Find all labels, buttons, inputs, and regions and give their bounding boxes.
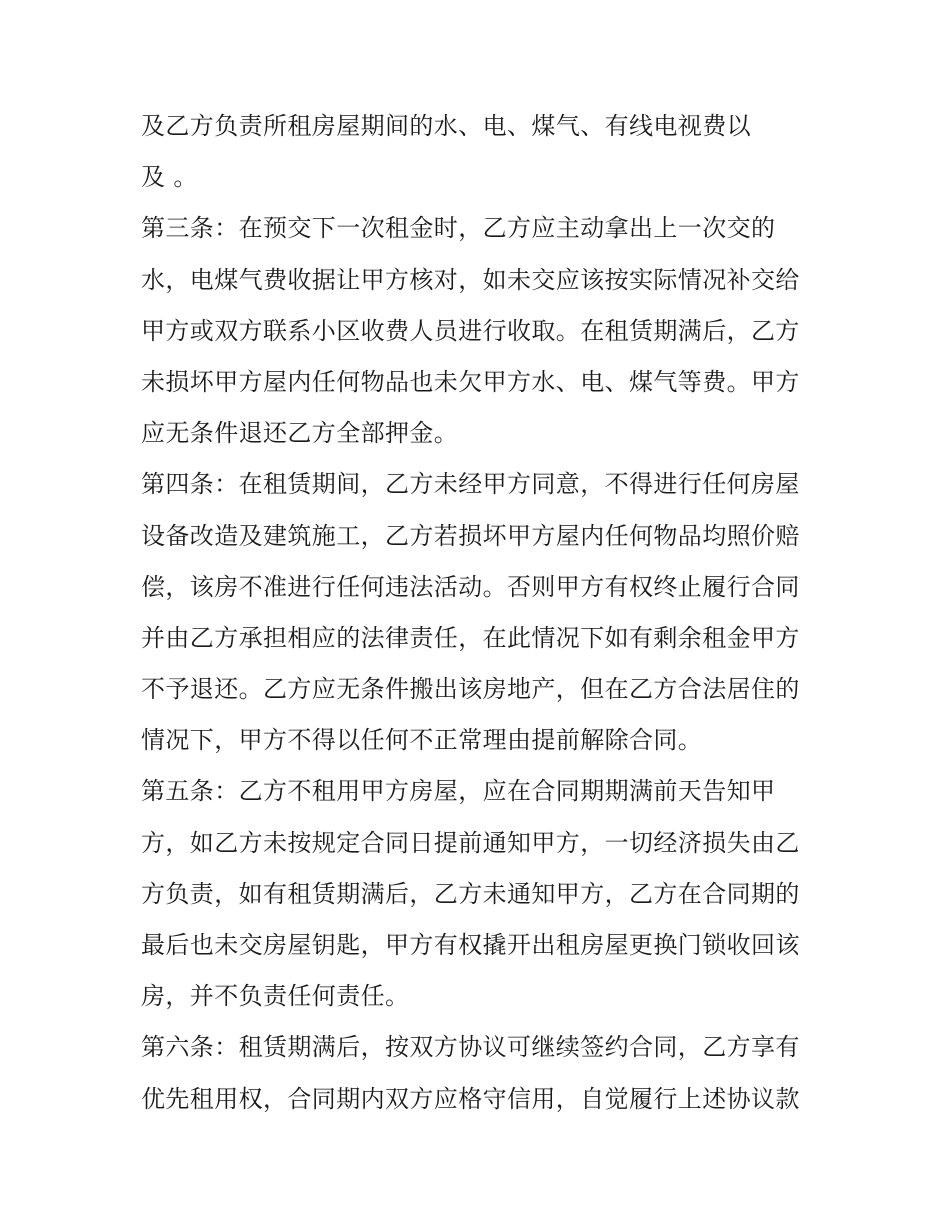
text-line: 最后也未交房屋钥匙，甲方有权撬开出租房屋更换门锁收回该 — [141, 931, 800, 959]
article-5-heading-line: 第五条：乙方不租用甲方房屋，应在合同期期满前天告知甲 — [141, 777, 776, 806]
text-line: 应无条件退还乙方全部押金。 — [141, 419, 459, 448]
text-line: 及乙方负责所租房屋期间的水、电、煤气、有线电视费以 — [141, 112, 751, 140]
text-line: 设备改造及建筑施工，乙方若损坏甲方屋内任何物品均照价赔 — [141, 521, 800, 550]
text-line: 优先租用权，合同期内双方应格守信用，自觉履行上述协议款 — [141, 1084, 800, 1113]
text-line: 方负责，如有租赁期满后，乙方未通知甲方，乙方在合同期的 — [141, 879, 800, 908]
article-3-heading-line: 第三条：在预交下一次租金时，乙方应主动拿出上一次交的 — [141, 214, 776, 243]
text-line: 未损坏甲方屋内任何物品也未欠甲方水、电、煤气等费。甲方 — [141, 367, 800, 396]
text-line: 并由乙方承担相应的法律责任，在此情况下如有剩余租金甲方 — [141, 623, 800, 652]
document-body — [141, 101, 821, 1125]
article-4-heading-line: 第四条：在租赁期间，乙方未经甲方同意，不得进行任何房屋 — [141, 470, 800, 499]
text-line: 不予退还。乙方应无条件搬出该房地产，但在乙方合法居住的 — [141, 675, 800, 704]
text-line: 偿，该房不准进行任何违法活动。否则甲方有权终止履行合同 — [141, 572, 800, 601]
text-line: 水，电煤气费收据让甲方核对，如未交应该按实际情况补交给 — [141, 265, 800, 294]
text-line: 房，并不负责任何责任。 — [141, 982, 410, 1011]
text-line: 情况下，甲方不得以任何不正常理由提前解除合同。 — [141, 726, 703, 755]
text-line: 方，如乙方未按规定合同日提前通知甲方，一切经济损失由乙 — [141, 828, 800, 857]
text-line: 及 。 — [141, 163, 198, 192]
text-line: 甲方或双方联系小区收费人员进行收取。在租赁期满后，乙方 — [141, 316, 800, 345]
article-6-heading-line: 第六条：租赁期满后，按双方协议可继续签约合同，乙方享有 — [141, 1033, 800, 1062]
